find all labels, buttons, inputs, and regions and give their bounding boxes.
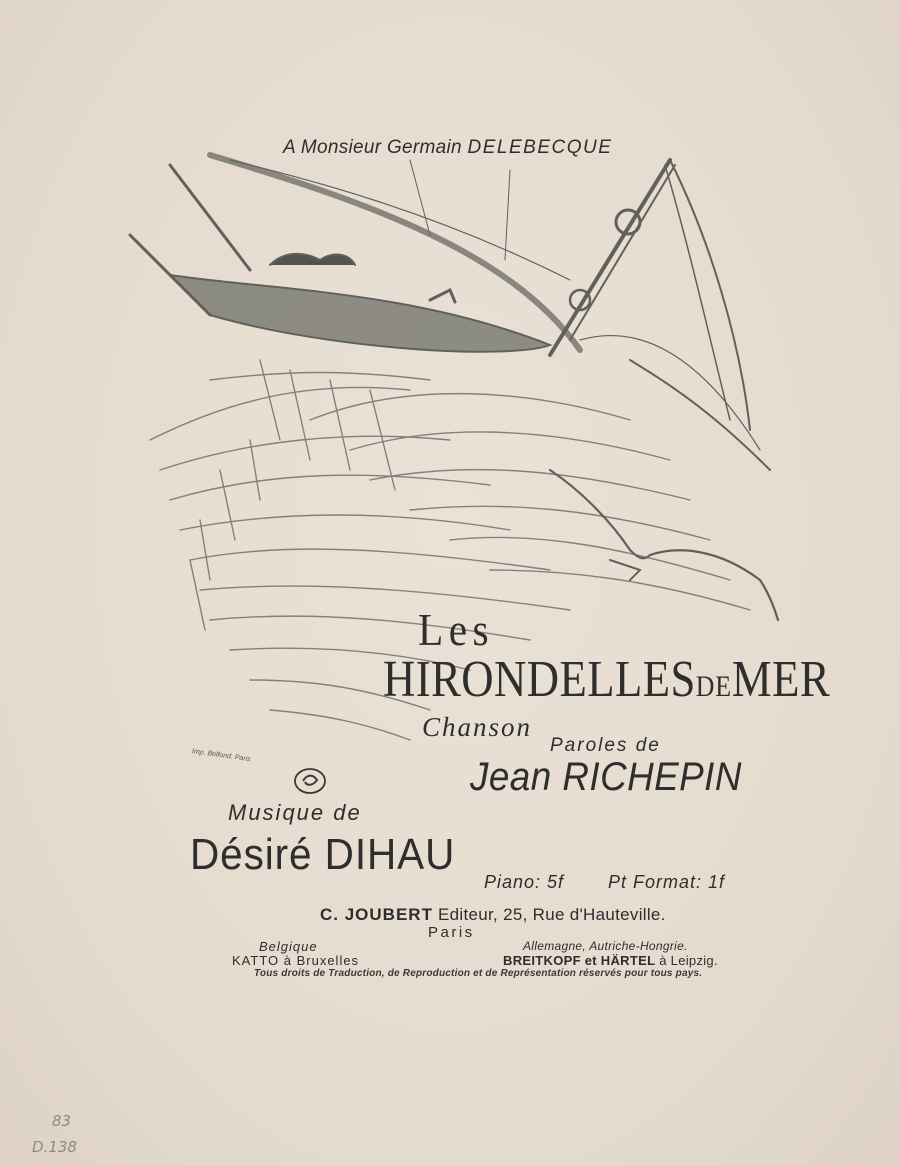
- publisher-city: Paris: [428, 924, 475, 941]
- publisher-line: [320, 905, 666, 925]
- dedication: [283, 137, 612, 159]
- distributor-left-region: Belgique: [259, 939, 318, 954]
- lyricist-last-name: RICHEPIN: [562, 755, 742, 799]
- dedication-prefix: A Monsieur Germain: [283, 137, 462, 158]
- lyricist-first-name: Jean: [470, 755, 552, 799]
- title-line-2: [383, 650, 830, 709]
- distributor-right-name: [503, 953, 718, 968]
- lyricist-name: [470, 755, 742, 800]
- genre-label: Chanson: [422, 712, 533, 742]
- catalogue-number: D.138: [32, 1138, 77, 1156]
- lyrics-label: Paroles de: [550, 735, 661, 756]
- composer-first-name: Désiré: [190, 830, 313, 879]
- price-petit-format: Pt Format: 1f: [608, 872, 726, 892]
- rights-notice: Tous droits de Traduction, de Reproduction et de Représentation réservés pour tous pays.: [254, 968, 703, 979]
- title-main-word: HIRONDELLES: [383, 651, 696, 708]
- distributor-right-city: à Leipzig.: [655, 953, 718, 968]
- composer-last-name: DIHAU: [324, 830, 456, 879]
- inventory-number: 83: [52, 1112, 72, 1130]
- printer-mark: Imp. Belfond. Paris: [191, 748, 252, 764]
- publisher-name: C. JOUBERT: [320, 905, 433, 924]
- monogram-stamp-icon: [293, 766, 327, 796]
- dedication-surname: DELEBECQUE: [467, 137, 613, 158]
- distributor-right-region: Allemagne, Autriche-Hongrie.: [523, 939, 688, 953]
- composer-name: [190, 830, 455, 880]
- title-de: DE: [695, 670, 732, 703]
- title-end-word: MER: [731, 651, 831, 708]
- publisher-address: Editeur, 25, Rue d'Hauteville.: [438, 905, 666, 924]
- price-piano: Piano: 5f: [484, 872, 565, 892]
- distributor-right-firm: BREITKOPF et HÄRTEL: [503, 953, 656, 968]
- distributor-left-name: KATTO à Bruxelles: [232, 953, 360, 968]
- music-label: Musique de: [228, 800, 362, 825]
- title-line-1: Les: [418, 604, 494, 655]
